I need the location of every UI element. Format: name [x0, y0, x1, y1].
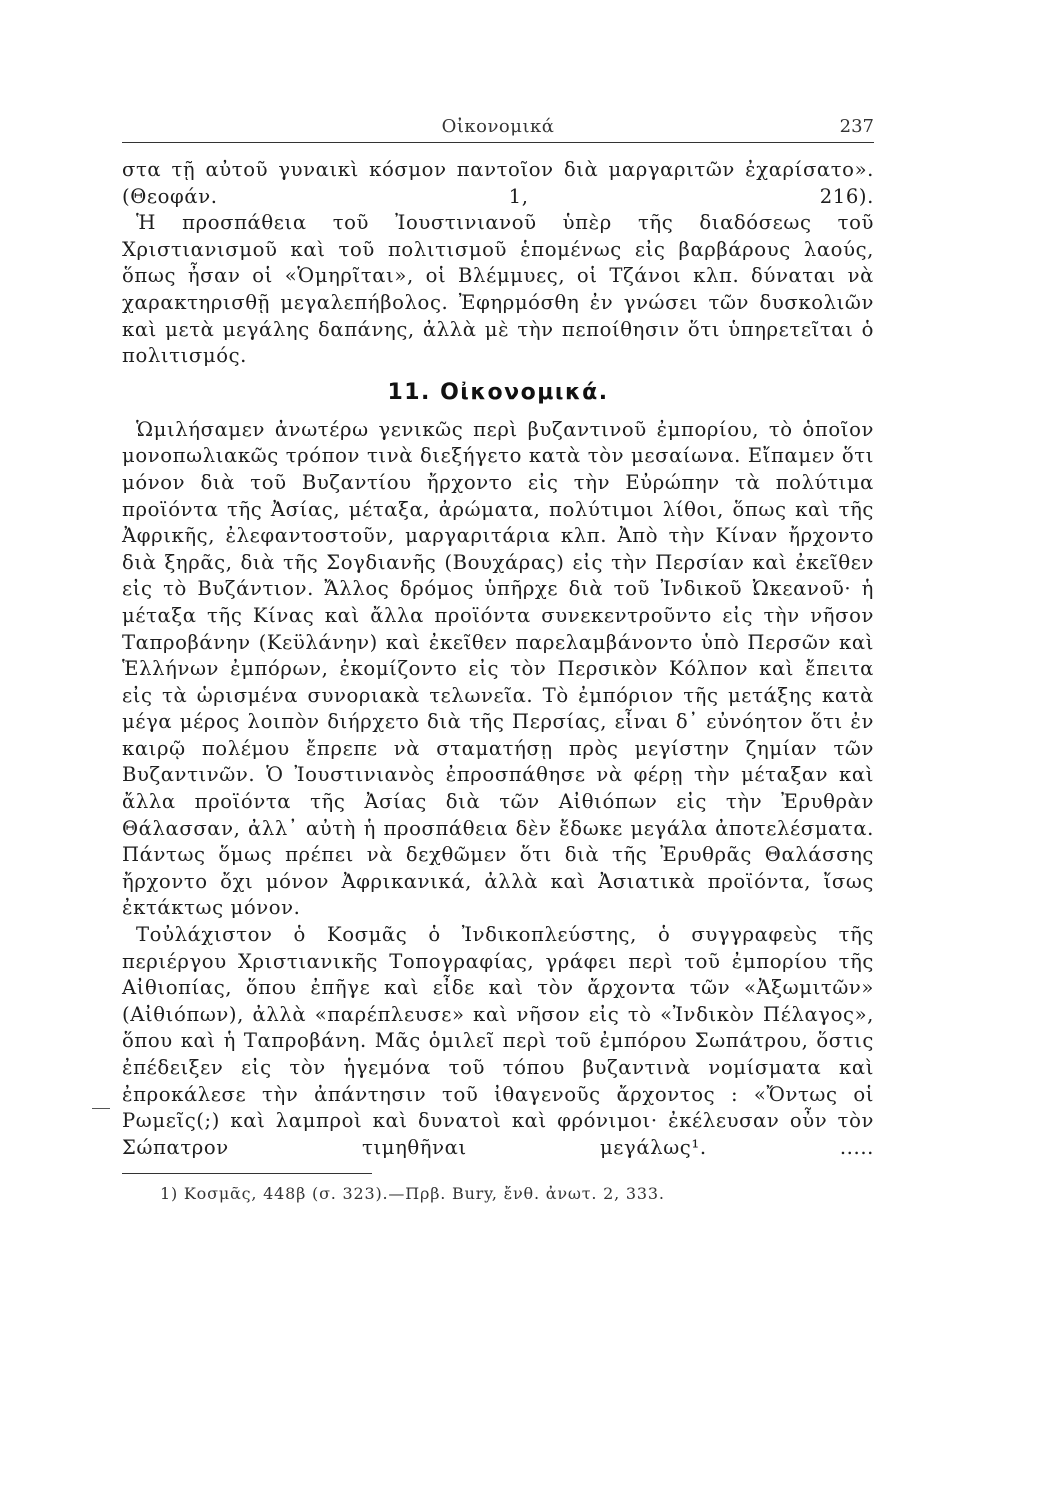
section-heading: 11. Οἰκονομικά. [387, 379, 609, 405]
paragraph-justinian-mission: Ἡ προσπάθεια τοῦ Ἰουστινιανοῦ ὑπὲρ τῆς διαδόσεως τοῦ Χριστιανισμοῦ καὶ τοῦ πολιτισμοῦ ἑπομένως εἰς βαρβάρους λαούς, ὅπως ἦσαν οἱ «Ὁμηρῖται», οἱ Βλέμμυες, οἱ Τζάνοι κλπ. δύναται νὰ χαρακτηρισθῇ μεγαλεπήβολος. Ἐφηρμόσθη ἐν γνώσει τῶν δυσκολιῶν καὶ μετὰ μεγάλης δαπάνης, ἀλλὰ μὲ τὴν πεποίθησιν ὅτι ὑπηρετεῖται ὁ πολιτισμός. [122, 211, 874, 368]
paragraph-continuation: στα τῇ αὐτοῦ γυναικὶ κόσμον παντοῖον διὰ μαργαριτῶν ἐχαρίσατο». (Θεοφάν. 1, 216). [122, 158, 874, 208]
body-text [122, 157, 874, 1161]
paragraph-byzantine-trade: Ὡμιλήσαμεν ἀνωτέρω γενικῶς περὶ βυζαντινοῦ ἐμπορίου, τὸ ὁποῖον μονοπωλιακῶς τρόπον τινὰ διεξήγετο κατὰ τὸν μεσαίωνα. Εἴπαμεν ὅτι μόνον διὰ τοῦ Βυζαντίου ἤρχοντο εἰς τὴν Εὐρώπην τὰ πολύτιμα προϊόντα τῆς Ἀσίας, μέταξα, ἀρώματα, πολύτιμοι λίθοι, ὅπως καὶ τῆς Ἀφρικῆς, ἐλεφαντοστοῦν, μαργαριτάρια κλπ. Ἀπὸ τὴν Κίναν ἤρχοντο διὰ ξηρᾶς, διὰ τῆς Σογδιανῆς (Βουχάρας) εἰς τὴν Περσίαν καὶ ἐκεῖθεν εἰς τὸ Βυζάντιον. Ἄλλος δρόμος ὑπῆρχε διὰ τοῦ Ἰνδικοῦ Ὠκεανοῦ· ἡ μέταξα τῆς Κίνας καὶ ἄλλα προϊόντα συνεκεντροῦντο εἰς τὴν νῆσον Ταπροβάνην (Κεϋλάνην) καὶ ἐκεῖθεν παρελαμβάνοντο ὑπὸ Περσῶν καὶ Ἑλλήνων ἐμπόρων, ἐκομίζοντο εἰς τὸν Περσικὸν Κόλπον καὶ ἔπειτα εἰς τὰ ὡρισμένα συνοριακὰ τελωνεῖα. Τὸ ἐμπόριον τῆς μετάξης κατὰ μέγα μέρος λοιπὸν διήρχετο διὰ τῆς Περσίας, εἶναι δ᾽ εὐνόητον ὅτι ἐν καιρῷ πολέμου ἔπρεπε νὰ σταματήσῃ πρὸς μεγίστην ζημίαν τῶν Βυζαντινῶν. Ὁ Ἰουστινιανὸς ἐπροσπάθησε νὰ φέρῃ τὴν μέταξαν καὶ ἄλλα προϊόντα τῆς Ἀσίας διὰ τῶν Αἰθιόπων εἰς τὴν Ἐρυθρὰν Θάλασσαν, ἀλλ᾽ αὐτὴ ἡ προσπάθεια δὲν ἔδωκε μεγάλα ἀποτελέσματα. Πάντως ὅμως πρέπει νὰ δεχθῶμεν ὅτι διὰ τῆς Ἐρυθρᾶς Θαλάσσης ἤρχοντο ὄχι μόνον Ἀφρικανικά, ἀλλὰ καὶ Ἀσιατικὰ προϊόντα, ἴσως ἐκτάκτως μόνον. [122, 417, 874, 920]
page-number: 237 [839, 116, 874, 137]
running-head [122, 112, 874, 143]
footnote-rule [122, 1173, 372, 1174]
book-page [122, 112, 874, 1203]
paragraph-cosmas: Τοὐλάχιστον ὁ Κοσμᾶς ὁ Ἰνδικοπλεύστης, ὁ συγγραφεὺς τῆς περιέργου Χριστιανικῆς Τοπογραφίας, γράφει περὶ τοῦ ἐμπορίου τῆς Αἰθιοπίας, ὅπου ἐπῆγε καὶ εἶδε καὶ τὸν ἄρχοντα τῶν «Ἀξωμιτῶν» (Αἰθιόπων), ἀλλὰ «παρέπλευσε» καὶ νῆσον εἰς τὸ «Ἰνδικὸν Πέλαγος», ὅπου καὶ ἡ Ταπροβάνη. Μᾶς ὁμιλεῖ περὶ τοῦ ἐμπόρου Σωπάτρου, ὅστις ἐπέδειξεν εἰς τὸν ἡγεμόνα τοῦ τόπου βυζαντινὰ νομίσματα καὶ ἐπροκάλεσε τὴν ἀπάντησιν τοῦ ἰθαγενοῦς ἄρχοντος : «Ὄντως οἱ Ρωμεῖς(;) καὶ λαμπροὶ καὶ δυνατοὶ καὶ φρόνιμοι· ἐκέλευσαν οὖν τὸν Σώπατρον τιμηθῆναι μεγάλως¹. ..... [122, 923, 874, 1159]
running-title: Οἰκονομικά [441, 116, 555, 137]
margin-mark [92, 1108, 110, 1109]
footnote: 1) Κοσμᾶς, 448β (σ. 323).—Πρβ. Bury, ἔνθ. ἀνωτ. 2, 333. [160, 1184, 665, 1204]
